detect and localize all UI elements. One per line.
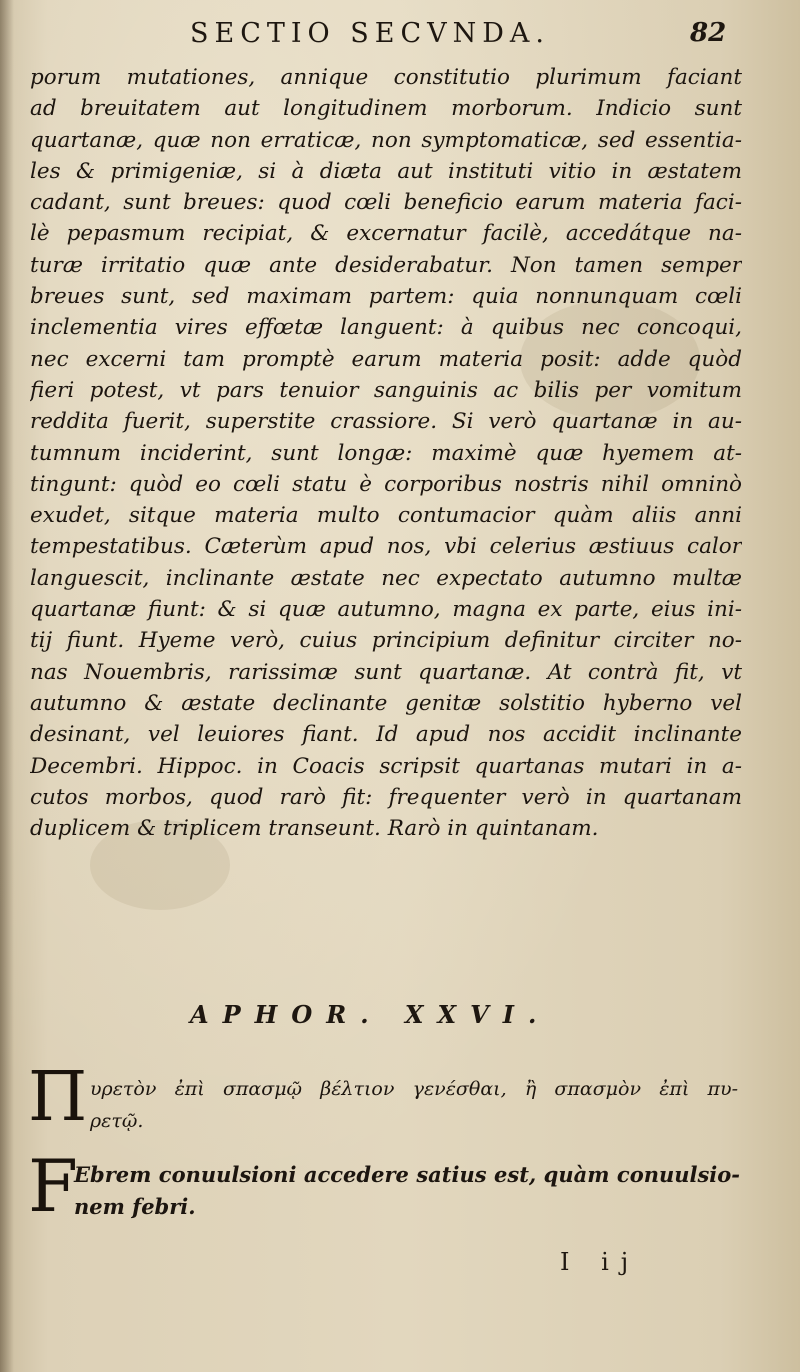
latin-aphorism — [28, 1144, 742, 1230]
text-line: reddita fuerit, superstite crassiore. Si verò quartanæ in au- — [30, 409, 742, 435]
text-line: lè pepasmum recipiat, & excernatur facilè, accedátque na- — [30, 221, 742, 247]
text-line: exudet, sitque materia multo contumacior quàm aliis anni — [30, 503, 742, 529]
text-line: quartanæ fiunt: & si quæ autumno, magna ex parte, eius ini- — [30, 597, 742, 623]
text-line: nec excerni tam promptè earum materia posit: adde quòd — [30, 346, 742, 372]
text-line: turæ irritatio quæ ante desiderabatur. Non tamen semper — [30, 252, 742, 278]
drop-cap-latin: F — [28, 1144, 78, 1228]
text-line: ad breuitatem aut longitudinem morborum. Indicio sunt — [30, 96, 742, 122]
drop-cap-greek: Π — [28, 1058, 88, 1137]
running-head: SECTIO SECVNDA. — [190, 18, 550, 49]
gutter-shadow — [0, 0, 14, 1372]
text-line: fieri potest, vt pars tenuior sanguinis ac bilis per vomitum — [30, 377, 742, 403]
text-line: quartanæ, quæ non erraticæ, non symptomaticæ, sed essentia- — [30, 127, 742, 153]
text-line: languescit, inclinante æstate nec expectato autumno multæ — [30, 565, 742, 591]
text-line: nas Nouembris, rarissimæ sunt quartanæ. At contrà fit, vt — [30, 659, 742, 685]
text-line: porum mutationes, annique constitutio plurimum faciant — [30, 65, 742, 90]
page-number: 82 — [690, 18, 727, 48]
text-line: breues sunt, sed maximam partem: quia nonnunquam cœli — [30, 284, 742, 310]
greek-text-line: υρετὸν ἐπὶ σπασμῷ βέλτιον γενέσθαι, ἢ σπασμὸν ἐπὶ πυ- — [90, 1078, 738, 1100]
latin-text-line: nem febri. — [74, 1194, 196, 1219]
text-line: inclementia vires effœtæ languent: à quibus nec concoqui, — [30, 315, 742, 341]
text-line: cadant, sunt breues: quod cœli beneficio earum materia faci- — [30, 190, 742, 216]
text-line: tingunt: quòd eo cœli statu è corporibus nostris nihil omninò — [30, 471, 742, 497]
text-line: tumnum inciderint, sunt longæ: maximè quæ hyemem at- — [30, 440, 742, 466]
greek-aphorism — [28, 1058, 742, 1137]
text-line: les & primigeniæ, si à diæta aut instituti vitio in æstatem — [30, 158, 742, 184]
text-line: tempestatibus. Cæterùm apud nos, vbi celerius æstiuus calor — [30, 534, 742, 560]
text-line: tij fiunt. Hyeme verò, cuius principium definitur circiter no- — [30, 628, 742, 654]
signature-mark: I ij — [560, 1248, 641, 1276]
text-line: desinant, vel leuiores fiant. Id apud nos accidit inclinante — [30, 722, 742, 748]
text-line: autumno & æstate declinante genitæ solstitio hyberno vel — [30, 690, 742, 716]
page-header — [0, 14, 800, 54]
greek-text-line: ρετῷ. — [90, 1110, 144, 1132]
aphorism-heading: APHOR. XXVI. — [190, 1000, 551, 1029]
commentary-text — [30, 62, 742, 844]
text-line: Decembri. Hippoc. in Coacis scripsit quartanas mutari in a- — [30, 753, 742, 779]
text-line: duplicem & triplicem transeunt. Rarò in quintanam. — [30, 816, 599, 842]
latin-text-line: Ebrem conuulsioni accedere satius est, quàm conuulsio- — [74, 1162, 740, 1187]
text-line: cutos morbos, quod rarò fit: frequenter verò in quartanam — [30, 784, 742, 810]
